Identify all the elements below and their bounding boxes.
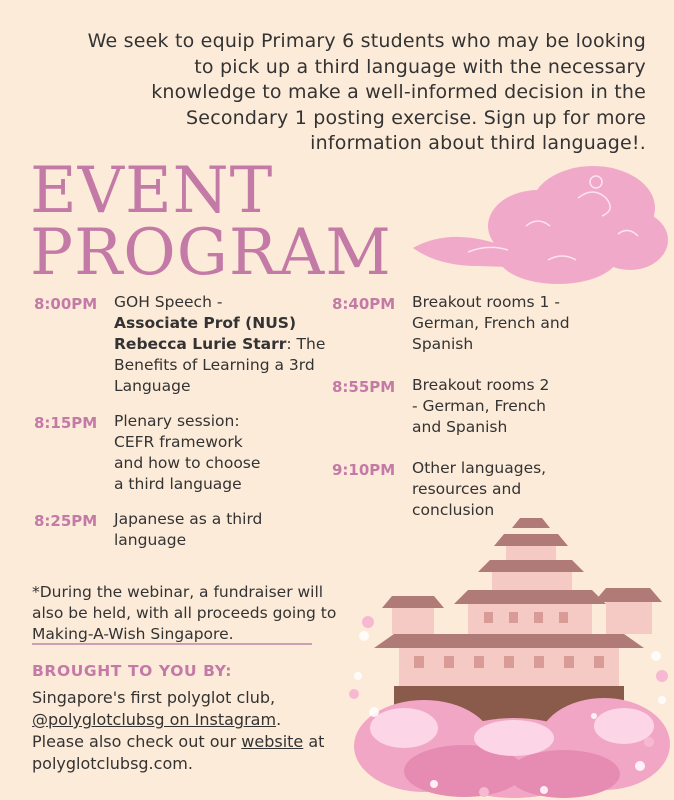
intro-text: We seek to equip Primary 6 students who may be looking to pick up a third language with the necessary knowledge to make a well-informed decision in the Secondary 1 posting exercise. Sign up for more information about third language!. — [87, 30, 646, 154]
schedule-desc: Breakout rooms 2 - German, French and Spanish — [412, 376, 550, 436]
brought-heading: BROUGHT TO YOU BY: — [32, 662, 232, 680]
title-line-1: EVENT — [30, 154, 274, 228]
schedule-time: 8:40PM — [332, 295, 396, 313]
schedule-item — [34, 411, 334, 495]
instagram-link[interactable]: @polyglotclubsg on Instagram — [32, 710, 277, 729]
schedule-desc: Plenary session: CEFR framework and how to choose a third language — [114, 412, 261, 493]
desc-post: : The Benefits of Learning a 3rd Language — [114, 335, 326, 395]
footer-period: . — [276, 710, 282, 729]
schedule-time: 8:00PM — [34, 295, 98, 313]
schedule-item — [332, 375, 652, 438]
website-link[interactable]: website — [241, 732, 304, 751]
schedule-desc: Japanese as a third language — [114, 510, 263, 549]
schedule-time: 8:55PM — [332, 378, 396, 396]
page-title — [30, 154, 392, 290]
footer-line: at — [303, 732, 325, 751]
castle-icon — [344, 516, 674, 800]
schedule-desc — [114, 292, 334, 397]
fundraiser-note: *During the webinar, a fundraiser will also be held, with all proceeds going to Making-A-Wish Singapore. — [32, 582, 337, 643]
schedule-item — [332, 292, 652, 355]
footer-text — [32, 687, 372, 775]
cloud-icon — [408, 148, 670, 298]
footer-line: Singapore's first polyglot club, — [32, 688, 276, 707]
schedule-item — [34, 509, 334, 551]
schedule-time: 8:15PM — [34, 414, 98, 432]
schedule-left — [34, 292, 334, 565]
desc-pre: GOH Speech - — [114, 293, 223, 311]
divider — [32, 643, 312, 645]
schedule-time: 9:10PM — [332, 461, 396, 479]
schedule-time: 8:25PM — [34, 512, 98, 530]
footer-domain: polyglotclubsg.com. — [32, 754, 193, 773]
footer-line: Please also check out our — [32, 732, 242, 751]
desc-speaker: Associate Prof (NUS) Rebecca Lurie Starr — [114, 314, 297, 353]
title-line-2: PROGRAM — [30, 216, 392, 290]
schedule-item — [332, 458, 652, 521]
schedule-desc: Other languages, resources and conclusion — [412, 459, 547, 519]
schedule-item — [34, 292, 334, 397]
schedule-desc: Breakout rooms 1 - German, French and Spanish — [412, 293, 570, 353]
schedule-right — [332, 292, 652, 535]
